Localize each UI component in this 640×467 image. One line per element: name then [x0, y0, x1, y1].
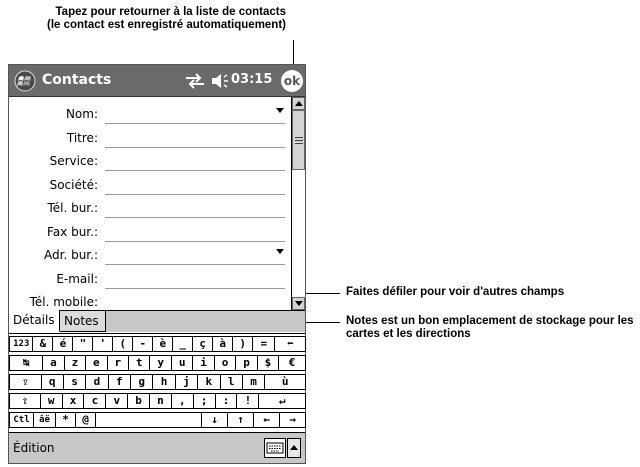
- keyboard-key[interactable]: $: [257, 355, 279, 371]
- keyboard-row: [9, 412, 305, 428]
- form-row: [9, 103, 291, 125]
- keyboard-key[interactable]: ↓: [201, 412, 228, 428]
- keyboard-key[interactable]: e: [85, 355, 107, 371]
- keyboard-key[interactable]: g: [130, 374, 153, 390]
- keyboard-key[interactable]: Ctl: [9, 412, 34, 428]
- keyboard-key[interactable]: →: [279, 412, 306, 428]
- keyboard-key[interactable]: a: [42, 355, 64, 371]
- keyboard-key[interactable]: o: [214, 355, 236, 371]
- callout-ok-button: Tapez pour retourner à la liste de contacts (le contact est enregistré automatiquement): [47, 6, 286, 31]
- keyboard-key[interactable]: l: [220, 374, 243, 390]
- form-row: [9, 221, 291, 243]
- keyboard-key[interactable]: ↵: [258, 393, 306, 409]
- keyboard-key[interactable]: ,: [171, 393, 194, 409]
- field-input[interactable]: [105, 246, 285, 265]
- space-key[interactable]: [95, 412, 202, 428]
- keyboard-key[interactable]: ⇪: [9, 374, 42, 390]
- keyboard-key[interactable]: j: [175, 374, 198, 390]
- keyboard-key[interactable]: m: [242, 374, 265, 390]
- form-row: [9, 268, 291, 290]
- tab-bar: [9, 310, 305, 332]
- form-row: [9, 291, 291, 310]
- keyboard-key[interactable]: ": [72, 336, 93, 352]
- grip-line: [295, 137, 303, 138]
- keyboard-key[interactable]: ⬅: [274, 336, 306, 352]
- keyboard-row: [9, 355, 305, 371]
- keyboard-key[interactable]: p: [235, 355, 257, 371]
- keyboard-key[interactable]: &: [32, 336, 53, 352]
- keyboard-key[interactable]: h: [152, 374, 175, 390]
- keyboard-key[interactable]: ;: [193, 393, 216, 409]
- connectivity-icon[interactable]: [184, 71, 206, 91]
- keyboard-key[interactable]: €: [278, 355, 306, 371]
- keyboard-key[interactable]: ù: [264, 374, 306, 390]
- contact-form: [9, 97, 291, 310]
- keyboard-key[interactable]: ': [92, 336, 113, 352]
- keyboard-key[interactable]: b: [127, 393, 150, 409]
- field-input[interactable]: [105, 152, 285, 171]
- tab-details[interactable]: Détails: [9, 310, 60, 332]
- grip-line: [295, 140, 303, 141]
- menu-edit[interactable]: Édition: [13, 441, 55, 455]
- grip-line: [295, 143, 303, 144]
- keyboard-key[interactable]: 123: [9, 336, 33, 352]
- keyboard-key[interactable]: x: [62, 393, 85, 409]
- callout-scrollbar: Faites défiler pour voir d'autres champs: [346, 286, 565, 298]
- dropdown-arrow-icon[interactable]: [276, 108, 284, 113]
- field-input[interactable]: [105, 176, 285, 195]
- keyboard-key[interactable]: ): [232, 336, 253, 352]
- keyboard-key[interactable]: !: [236, 393, 259, 409]
- field-label: Adr. bur.:: [44, 248, 98, 262]
- keyboard-row: [9, 336, 305, 352]
- scroll-up-button[interactable]: [292, 97, 305, 110]
- form-row: [9, 150, 291, 172]
- device-screen: [8, 64, 306, 464]
- tab-notes[interactable]: Notes: [60, 310, 106, 332]
- keyboard-key[interactable]: n: [149, 393, 172, 409]
- scroll-thumb[interactable]: [292, 110, 305, 170]
- keyboard-key[interactable]: è: [152, 336, 173, 352]
- keyboard-key[interactable]: ⇧: [9, 393, 41, 409]
- arrow-down-icon: [295, 301, 303, 306]
- keyboard-key[interactable]: âë: [33, 412, 56, 428]
- keyboard-key[interactable]: v: [105, 393, 128, 409]
- ok-button[interactable]: ok: [281, 70, 303, 92]
- form-row: [9, 174, 291, 196]
- input-method-arrow[interactable]: [287, 438, 301, 458]
- keyboard-key[interactable]: =: [252, 336, 275, 352]
- keyboard-key[interactable]: *: [55, 412, 76, 428]
- field-label: Service:: [49, 154, 98, 168]
- leader-line-scroll: [304, 293, 340, 294]
- scroll-down-button[interactable]: [292, 297, 305, 310]
- keyboard-key[interactable]: é: [52, 336, 73, 352]
- form-row: [9, 127, 291, 149]
- keyboard-key[interactable]: @: [75, 412, 96, 428]
- input-panel-button[interactable]: [264, 438, 286, 458]
- field-label: Tél. bur.:: [47, 201, 98, 215]
- keyboard-key[interactable]: w: [40, 393, 63, 409]
- keyboard-icon: [265, 439, 285, 457]
- keyboard-key[interactable]: ç: [192, 336, 213, 352]
- keyboard-row: [9, 374, 305, 390]
- keyboard-key[interactable]: d: [85, 374, 108, 390]
- vertical-scrollbar[interactable]: [291, 97, 305, 310]
- keyboard-key[interactable]: (: [112, 336, 133, 352]
- keyboard-key[interactable]: z: [64, 355, 86, 371]
- keyboard-key[interactable]: ↑: [227, 412, 254, 428]
- keyboard-key[interactable]: ←: [253, 412, 280, 428]
- keyboard-key[interactable]: y: [149, 355, 171, 371]
- arrow-up-icon: [295, 101, 303, 106]
- app-title: Contacts: [42, 72, 112, 88]
- field-input[interactable]: [105, 105, 285, 124]
- keyboard-key[interactable]: q: [41, 374, 64, 390]
- field-input[interactable]: [105, 199, 285, 218]
- keyboard-key[interactable]: _: [172, 336, 193, 352]
- field-input[interactable]: [105, 129, 285, 148]
- speaker-icon[interactable]: [210, 72, 230, 90]
- menu-bar: [9, 432, 305, 463]
- keyboard-key[interactable]: t: [128, 355, 150, 371]
- field-label: Tél. mobile:: [29, 295, 98, 309]
- field-label: Titre:: [66, 130, 98, 145]
- keyboard-key[interactable]: s: [63, 374, 86, 390]
- dropdown-arrow-icon[interactable]: [276, 249, 284, 254]
- soft-keyboard: [9, 333, 305, 432]
- field-input[interactable]: [105, 293, 285, 310]
- keyboard-key[interactable]: r: [107, 355, 129, 371]
- field-input[interactable]: [105, 223, 285, 242]
- keyboard-key[interactable]: -: [132, 336, 153, 352]
- title-bar: [9, 65, 305, 97]
- field-label: E-mail:: [56, 271, 98, 286]
- field-label: Fax bur.:: [47, 224, 98, 239]
- keyboard-key[interactable]: ↹: [9, 355, 43, 371]
- windows-start-icon[interactable]: [14, 70, 36, 92]
- field-label: Société:: [49, 177, 98, 192]
- field-input[interactable]: [105, 270, 285, 289]
- keyboard-key[interactable]: c: [83, 393, 106, 409]
- field-label: Nom:: [65, 107, 98, 121]
- form-row: [9, 244, 291, 266]
- keyboard-key[interactable]: à: [212, 336, 233, 352]
- keyboard-row: [9, 393, 305, 409]
- clock: 03:15: [231, 72, 273, 87]
- keyboard-key[interactable]: i: [192, 355, 214, 371]
- keyboard-key[interactable]: k: [197, 374, 220, 390]
- keyboard-key[interactable]: u: [171, 355, 193, 371]
- keyboard-key[interactable]: f: [108, 374, 131, 390]
- form-row: [9, 197, 291, 219]
- keyboard-key[interactable]: :: [215, 393, 238, 409]
- arrow-up-icon: [290, 445, 298, 450]
- callout-notes-tab: Notes est un bon emplacement de stockage pour les cartes et les directions: [346, 315, 634, 340]
